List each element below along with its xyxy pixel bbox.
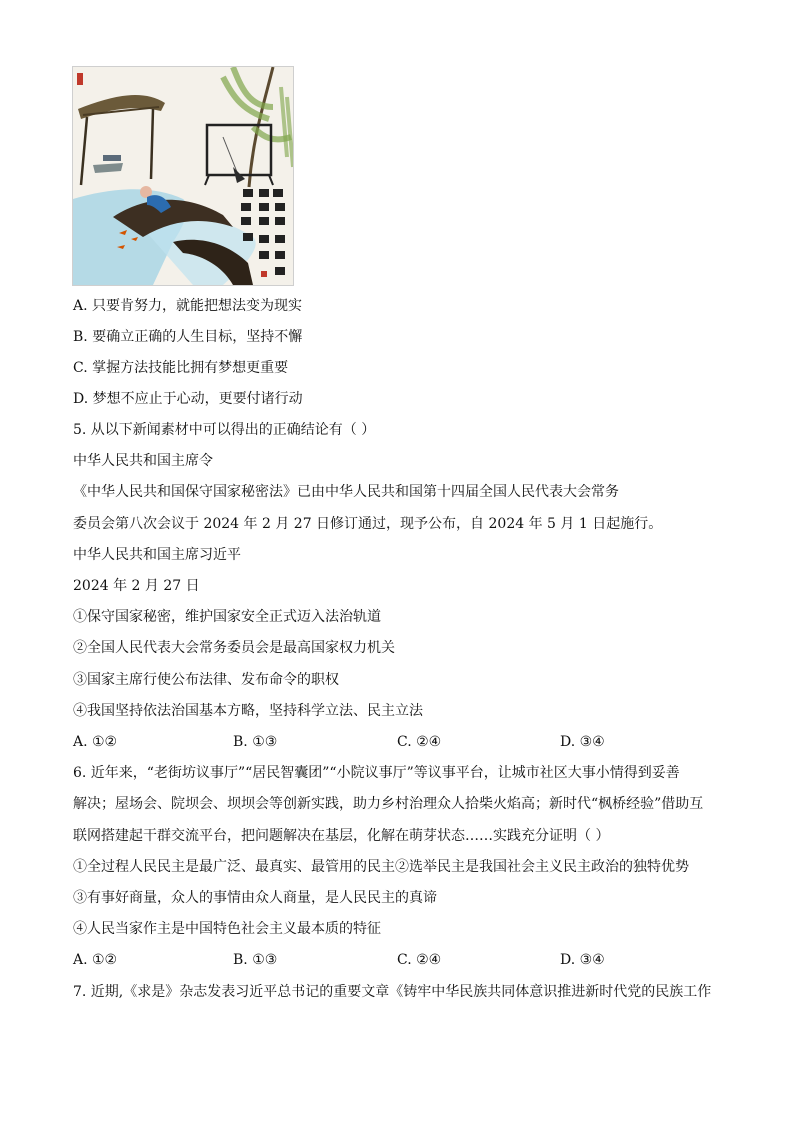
q6-choice-a: A. ①② [73,952,118,968]
q6-choice-d: D. ③④ [560,952,605,968]
q6-choice-c: C. ②④ [397,952,442,968]
ink-painting-fishing-scene-icon [73,67,293,285]
q5-choice-d: D. ③④ [560,734,605,750]
q6-statement: ③有事好商量，众人的事情由众人商量，是人民民主的真谛 [73,890,437,906]
q6-stem-line: 6. 近年来，“老街坊议事厅”“居民智囊团”“小院议事厅”等议事平台，让城市社区大事小情得到妥善 [73,765,680,781]
q5-statement: ①保守国家秘密，维护国家安全正式迈入法治轨道 [73,609,381,625]
q4-option-c: C. 掌握方法技能比拥有梦想更重要 [73,360,289,376]
q4-option-a: A. 只要肯努力，就能把想法变为现实 [73,298,303,314]
q5-material-line: 中华人民共和国主席习近平 [73,547,241,563]
q6-statement: ①全过程人民民主是最广泛、最真实、最管用的民主②选举民主是我国社会主义民主政治的独特优势 [73,859,689,875]
q4-option-b: B. 要确立正确的人生目标，坚持不懈 [73,329,303,345]
q5-stem: 5. 从以下新闻素材中可以得出的正确结论有（ ） [73,422,376,438]
q5-material-line: 《中华人民共和国保守国家秘密法》已由中华人民共和国第十四届全国人民代表大会常务 [73,484,619,500]
q5-choice-c: C. ②④ [397,734,442,750]
q4-option-d: D. 梦想不应止于心动，更要付诸行动 [73,391,303,407]
ink-painting [72,66,294,286]
q5-material-line: 中华人民共和国主席令 [73,453,213,469]
q5-statement: ②全国人民代表大会常务委员会是最高国家权力机关 [73,640,395,656]
q5-statement: ④我国坚持依法治国基本方略，坚持科学立法、民主立法 [73,703,423,719]
q6-stem-line: 联网搭建起干群交流平台，把问题解决在基层，化解在萌芽状态……实践充分证明（ ） [73,828,610,844]
q5-material-line: 2024 年 2 月 27 日 [73,578,200,594]
q7-stem: 7. 近期,《求是》杂志发表习近平总书记的重要文章《铸牢中华民族共同体意识推进新时代党的民族工作 [73,984,712,1000]
q6-choice-b: B. ①③ [233,952,278,968]
q5-statement: ③国家主席行使公布法律、发布命令的职权 [73,672,339,688]
q5-choice-a: A. ①② [73,734,118,750]
q6-statement: ④人民当家作主是中国特色社会主义最本质的特征 [73,921,381,937]
q5-material-line: 委员会第八次会议于 2024 年 2 月 27 日修订通过，现予公布，自 2024 年 5 月 1 日起施行。 [73,516,663,532]
q6-stem-line: 解决；屋场会、院坝会、坝坝会等创新实践，助力乡村治理众人拾柴火焰高；新时代“枫桥经验”借助互 [73,796,704,812]
q5-choice-b: B. ①③ [233,734,278,750]
